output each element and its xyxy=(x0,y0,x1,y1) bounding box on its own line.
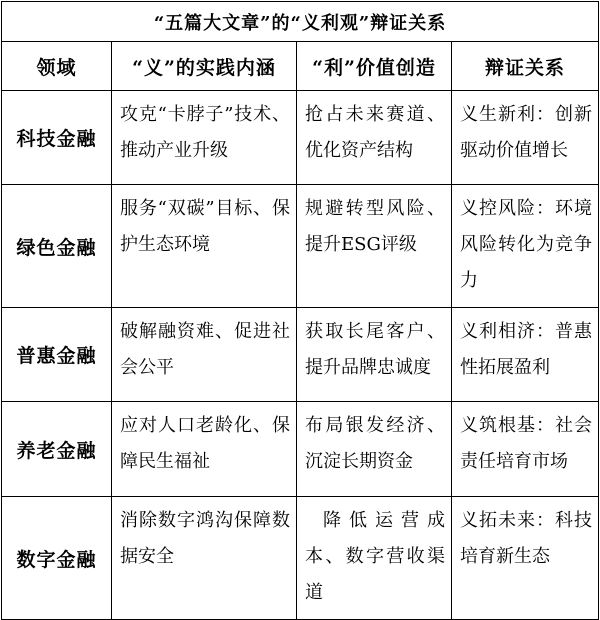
domain-cell: 普惠金融 xyxy=(2,308,112,402)
relation-cell: 义拓未来：科技培育新生态 xyxy=(452,497,599,620)
relation-cell: 义利相济：普惠性拓展盈利 xyxy=(452,308,599,402)
li-cell: 布局银发经济、沉淀长期资金 xyxy=(297,402,452,497)
header-yi: “义”的实践内涵 xyxy=(112,42,297,91)
li-cell: 获取长尾客户、提升品牌忠诚度 xyxy=(297,308,452,402)
header-relation: 辩证关系 xyxy=(452,42,599,91)
domain-cell: 绿色金融 xyxy=(2,185,112,308)
yi-cell: 攻克“卡脖子”技术、推动产业升级 xyxy=(112,91,297,185)
relation-cell: 义筑根基：社会责任培育市场 xyxy=(452,402,599,497)
yi-li-relation-table xyxy=(1,1,599,620)
yi-cell: 破解融资难、促进社会公平 xyxy=(112,308,297,402)
table-row xyxy=(2,185,599,308)
relation-cell: 义生新利：创新驱动价值增长 xyxy=(452,91,599,185)
domain-cell: 数字金融 xyxy=(2,497,112,620)
yi-cell: 消除数字鸿沟保障数据安全 xyxy=(112,497,297,620)
table-title: “五篇大文章”的“义利观”辩证关系 xyxy=(2,2,599,42)
relation-cell: 义控风险：环境风险转化为竞争力 xyxy=(452,185,599,308)
li-cell: 抢占未来赛道、优化资产结构 xyxy=(297,91,452,185)
table-row xyxy=(2,308,599,402)
title-row xyxy=(2,2,599,42)
relation-table-container xyxy=(1,1,598,620)
li-cell: 规避转型风险、提升ESG评级 xyxy=(297,185,452,308)
yi-cell: 服务“双碳”目标、保护生态环境 xyxy=(112,185,297,308)
yi-cell: 应对人口老龄化、保障民生福祉 xyxy=(112,402,297,497)
table-row xyxy=(2,497,599,620)
domain-cell: 养老金融 xyxy=(2,402,112,497)
header-li: “利”价值创造 xyxy=(297,42,452,91)
header-domain: 领域 xyxy=(2,42,112,91)
table-row xyxy=(2,91,599,185)
header-row xyxy=(2,42,599,91)
domain-cell: 科技金融 xyxy=(2,91,112,185)
table-row xyxy=(2,402,599,497)
li-cell: 降低运营成本、数字营收渠道 xyxy=(297,497,452,620)
